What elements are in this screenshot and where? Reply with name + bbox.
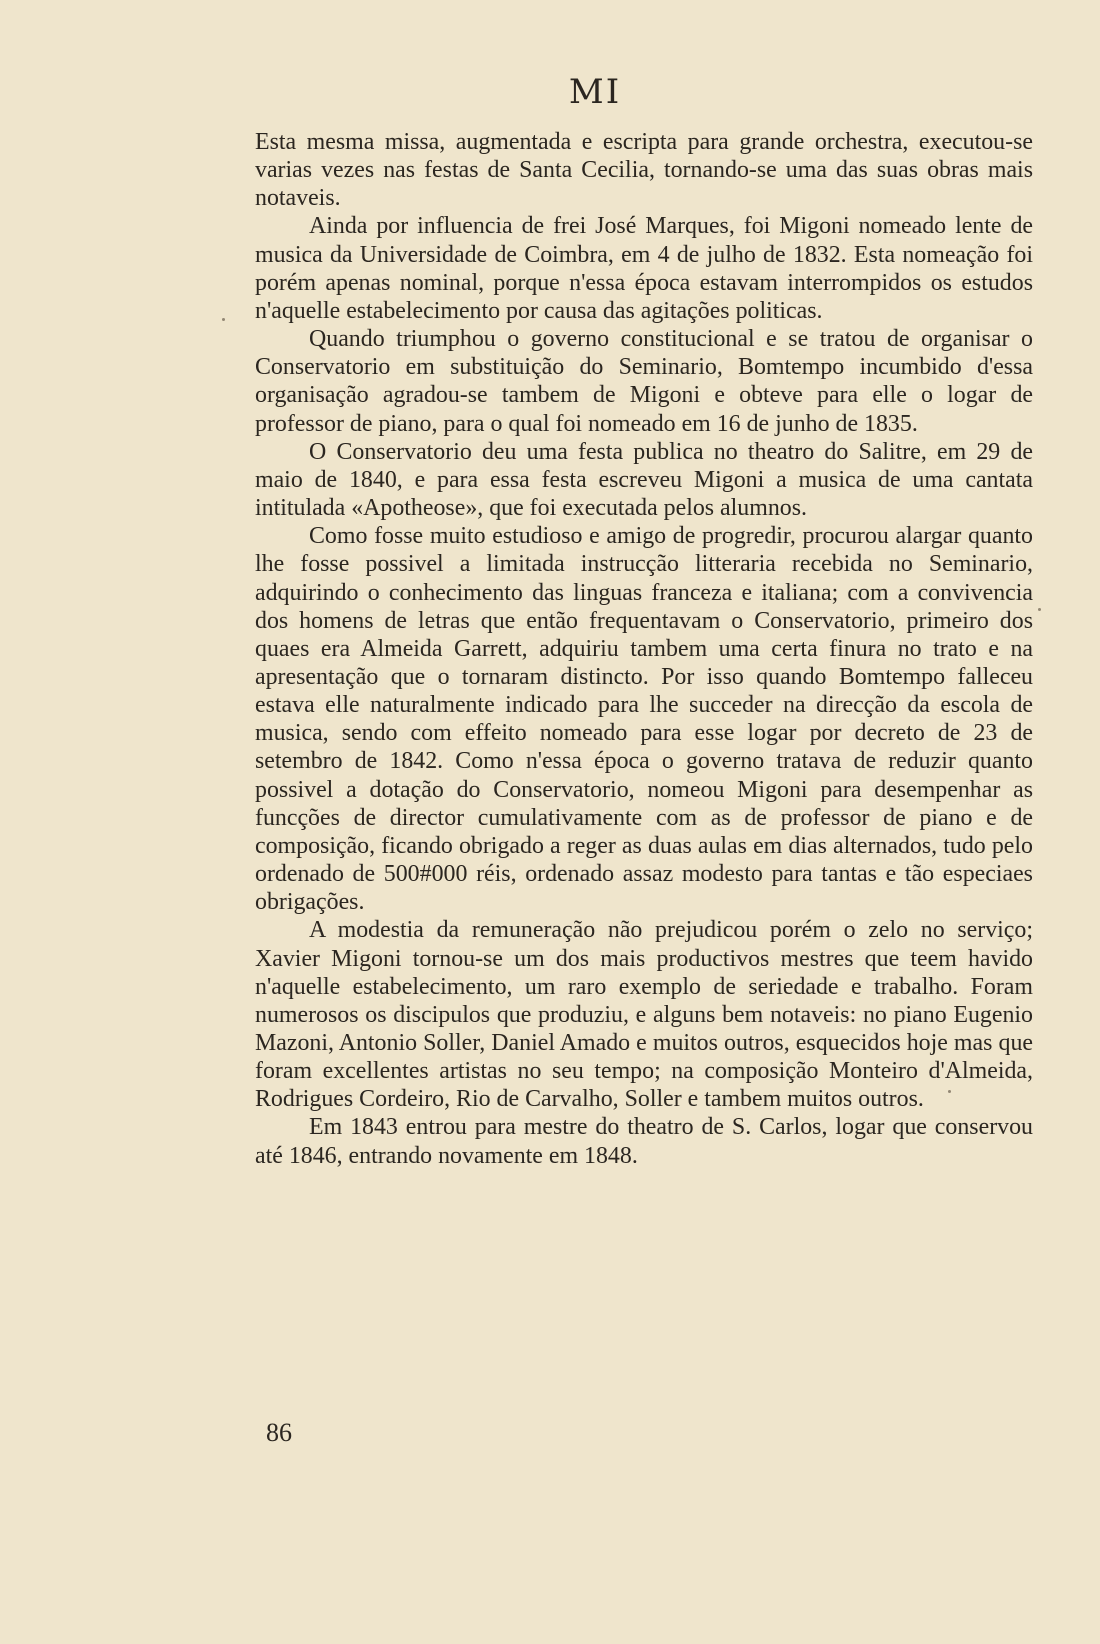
body-text	[255, 128, 1033, 1170]
page-header	[0, 72, 1100, 112]
paragraph-conservatorio: Quando triumphou o governo constitucional e se tratou de organisar o Conservatorio em substituição do Seminario, Bomtempo incumbido d'essa organisação agradou-se tambem de Migoni e obteve para elle o logar de professor de piano, para o qual foi nomeado em 16 de junho de 1835.	[255, 326, 1033, 437]
paper-speck	[1038, 608, 1041, 611]
paper-speck	[948, 1090, 951, 1093]
paragraph-missa: Esta mesma missa, augmentada e escripta para grande orchestra, executou-se varias vezes nas festas de Santa Cecilia, tornando-se uma das suas obras mais notaveis.	[255, 129, 1033, 212]
paper-speck	[222, 318, 225, 321]
paragraph-coimbra: Ainda por influencia de frei José Marques, foi Migoni nomeado lente de musica da Universidade de Coimbra, em 4 de julho de 1832. Esta nomeação foi porém apenas nominal, porque n'essa época estavam interrompidos os estudos n'aquelle estabelecimento por causa das agitações politicas.	[255, 213, 1033, 324]
paragraph-sao-carlos: Em 1843 entrou para mestre do theatro de S. Carlos, logar que conservou até 1846, entrando novamente em 1848.	[255, 1114, 1033, 1169]
running-head: MI	[568, 72, 622, 112]
paragraph-modestia: A modestia da remuneração não prejudicou porém o zelo no serviço; Xavier Migoni tornou-se um dos mais productivos mestres que teem havido n'aquelle estabelecimento, um raro exemplo de seriedade e trabalho. Foram numerosos os discipulos que produziu, e alguns bem notaveis: no piano Eugenio Mazoni, Antonio Soller, Daniel Amado e muitos outros, esquecidos hoje mas que foram excellentes artistas no seu tempo; na composição Monteiro d'Almeida, Rodrigues Cordeiro, Rio de Carvalho, Soller e tambem muitos outros.	[255, 917, 1033, 1113]
page-number: 86	[266, 1418, 292, 1447]
paragraph-festa: O Conservatorio deu uma festa publica no theatro do Salitre, em 29 de maio de 1840, e para essa festa escreveu Migoni a musica de uma cantata intitulada «Apotheose», que foi executada pelos alumnos.	[255, 438, 1033, 522]
paragraph-estudioso: Como fosse muito estudioso e amigo de progredir, procurou alargar quanto lhe fosse possivel a limitada instrucção litteraria recebida no Seminario, adquirindo o conhecimento das linguas franceza e italiana; com a convivencia dos homens de letras que então frequentavam o Conservatorio, primeiro dos quaes era Almeida Garrett, adquiriu tambem uma certa finura no trato e na apresentação que o tornaram distincto. Por isso quando Bomtempo falleceu estava elle naturalmente indicado para lhe succeder na direcção da escola de musica, sendo com effeito nomeado para esse logar por decreto de 23 de setembro de 1842. Como n'essa época o governo tratava de reduzir quanto possivel a dotação do Conservatorio, nomeou Migoni para desempenhar as funcções de director cumulativamente com as de professor de piano e de composição, ficando obrigado a reger as duas aulas em dias alternados, tudo pelo ordenado de 500#000 réis, ordenado assaz modesto para tantas e tão especiaes obrigações.	[255, 523, 1033, 916]
